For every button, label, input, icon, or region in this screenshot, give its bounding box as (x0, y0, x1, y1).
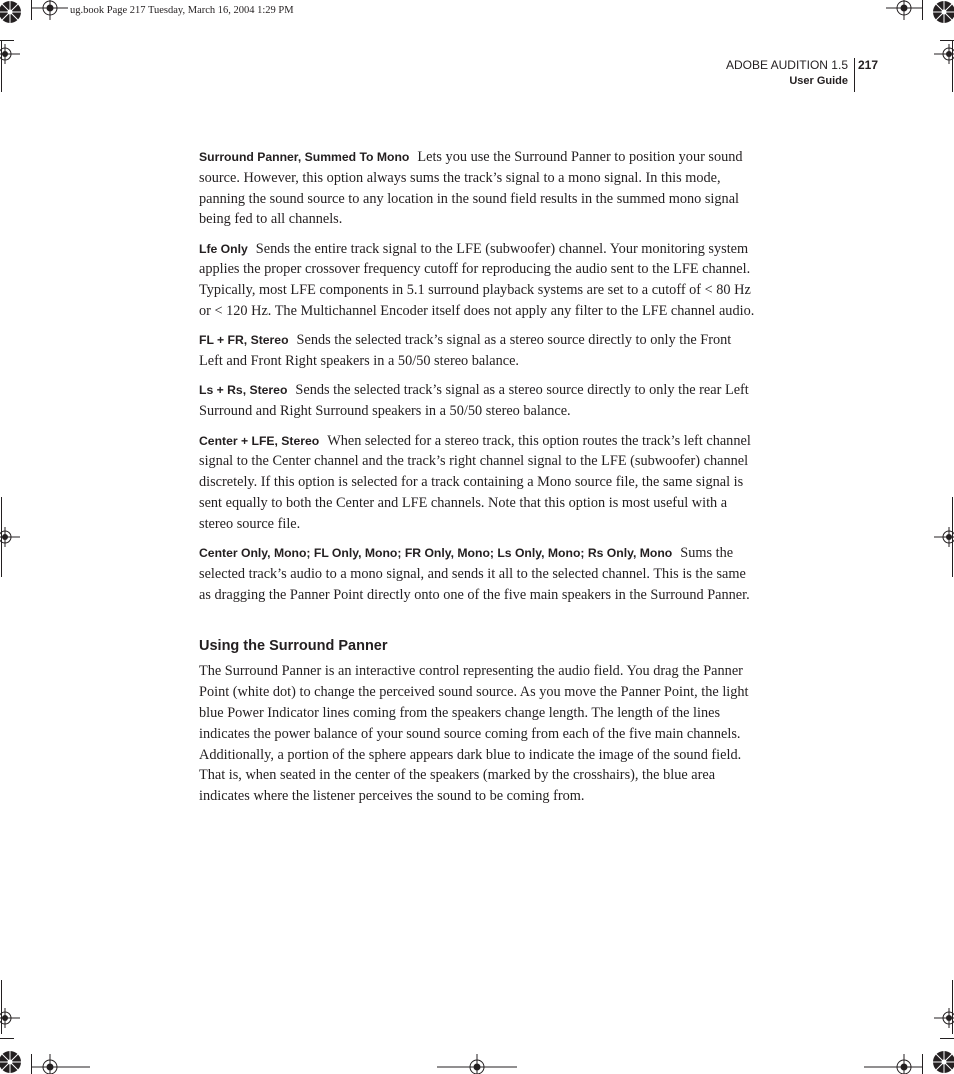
header-product: ADOBE AUDITION 1.5 (725, 58, 848, 72)
registration-mark-icon (864, 1054, 922, 1074)
entry-text: When selected for a stereo track, this option routes the track’s left channel signal to the Center channel and the track’s right channel signal to the LFE (subwoofer) channel discretely. If this option is selected for a track containing a Mono source file, the same signal is sent equally to both the Center and LFE channels. Note that this option is most useful with a stereo source file. (199, 432, 751, 532)
entry-text: Sends the selected track’s signal as a stereo source directly to only the rear Left Surround and Right Surround speakers in a 50/50 stereo balance. (199, 382, 749, 420)
registration-mark-icon (437, 1054, 517, 1074)
crop-line (922, 1054, 923, 1074)
registration-mark-icon (0, 527, 20, 547)
entry-term: FL + FR, Stereo (199, 333, 289, 348)
color-bar-wheel-icon (0, 1048, 22, 1074)
entry-term: Center Only, Mono; FL Only, Mono; FR Only, Mono; Ls Only, Mono; Rs Only, Mono (199, 546, 673, 561)
registration-mark-icon (0, 44, 20, 64)
crop-line (940, 1038, 954, 1039)
definition-entry (199, 543, 755, 605)
entry-text: Sums the selected track’s audio to a mono signal, and sends it all to the selected channel. This is the same as dragging the Panner Point directly onto one of the five main speakers in the Surround Panner. (199, 545, 750, 603)
print-slug: ug.book Page 217 Tuesday, March 16, 2004 1:29 PM (70, 5, 294, 16)
crop-line (0, 40, 14, 41)
entry-text: Sends the entire track signal to the LFE (subwoofer) channel. Your monitoring system applies the proper crossover frequency cutoff for reproducing the audio sent to the LFE channel. Typically, most LFE components in 5.1 surround playback systems are set to a cutoff of < 80 Hz or < 120 Hz. The Multichannel Encoder itself does not apply any filter to the LFE channel audio. (199, 240, 755, 320)
header-guide: User Guide (789, 75, 848, 87)
header-divider (854, 58, 855, 92)
definition-entry (199, 380, 755, 422)
color-bar-wheel-icon (0, 0, 22, 26)
registration-mark-icon (886, 0, 922, 20)
registration-mark-icon (934, 44, 954, 64)
definition-entry (199, 330, 755, 372)
entry-term: Lfe Only (199, 241, 248, 256)
color-bar-wheel-icon (932, 1048, 954, 1074)
entry-term: Surround Panner, Summed To Mono (199, 150, 410, 164)
page-number: 217 (858, 58, 879, 72)
definition-entry (199, 239, 755, 322)
page-content (199, 147, 755, 807)
entry-text: Lets you use the Surround Panner to position your sound source. However, this option always sums the track’s signal to a mono signal. In this mode, panning the sound source to any location in the sound field results in the summed mono signal being fed to all channels. (199, 149, 743, 228)
definition-entry (199, 147, 755, 230)
entry-text: Sends the selected track’s signal as a stereo source directly to only the Front Left and Front Right speakers in a 50/50 stereo balance. (199, 332, 732, 370)
running-header (726, 57, 848, 89)
section-body: The Surround Panner is an interactive control representing the audio field. You drag the Panner Point (white dot) to change the perceived sound source. As you move the Panner Point, the light blue Power Indicator lines coming from the speakers change length. The length of the lines indicates the power balance of your sound source coming from each of the five main channels. Additionally, a portion of the sphere appears dark blue to indicate the image of the sound field. That is, when seated in the center of the speakers (marked by the crosshairs), the blue area indicates where the listener perceives the sound to be coming from. (199, 663, 749, 805)
registration-mark-icon (934, 527, 954, 547)
color-bar-wheel-icon (932, 0, 954, 26)
registration-mark-icon (0, 1008, 20, 1028)
entry-term: Center + LFE, Stereo (199, 433, 320, 448)
registration-mark-icon (32, 0, 68, 20)
entry-term: Ls + Rs, Stereo (199, 383, 288, 398)
section-heading: Using the Surround Panner (199, 638, 388, 655)
definition-entry (199, 431, 755, 535)
crop-line (0, 1038, 14, 1039)
registration-mark-icon (934, 1008, 954, 1028)
crop-line (922, 0, 923, 20)
registration-mark-icon (32, 1054, 90, 1074)
